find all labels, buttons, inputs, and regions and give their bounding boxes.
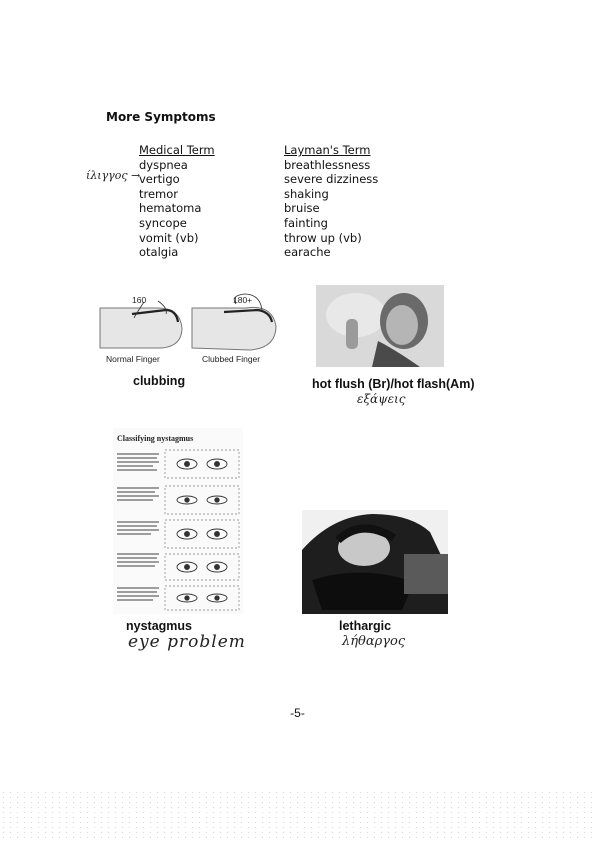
medical-term: vomit (vb) <box>139 230 199 245</box>
clubbed-finger-label: Clubbed Finger <box>202 354 261 364</box>
medical-term: otalgia <box>139 245 179 260</box>
medical-term: tremor <box>139 186 179 201</box>
angle-label-clubbed: 180+ <box>233 295 253 305</box>
layman-term: bruise <box>284 201 320 216</box>
lethargic-note: λήθαργος <box>342 634 406 649</box>
layman-term: earache <box>284 245 331 260</box>
layman-term-column <box>284 143 378 260</box>
hot-flush-caption: hot flush (Br)/hot flash(Am) <box>312 377 475 391</box>
nystagmus-caption: nystagmus <box>126 619 192 633</box>
hot-flush-photo <box>316 285 444 367</box>
layman-term: shaking <box>284 186 329 201</box>
scan-noise <box>0 790 595 842</box>
lethargic-caption: lethargic <box>339 619 392 633</box>
hot-flush-note: εξάψεις <box>357 392 406 406</box>
clubbing-caption: clubbing <box>133 374 186 388</box>
medical-term: syncope <box>139 215 187 230</box>
medical-term: dyspnea <box>139 157 188 172</box>
angle-label-normal: 160 <box>132 295 147 305</box>
handwritten-margin-note: ίλιγγος → <box>86 169 141 182</box>
medical-term-column <box>139 143 215 260</box>
layman-term: fainting <box>284 215 328 230</box>
page-number: -5- <box>290 706 305 720</box>
nystagmus-figure-title: Classifying nystagmus <box>117 434 194 443</box>
layman-term-header: Layman's Term <box>284 143 371 157</box>
medical-term: hematoma <box>139 201 202 216</box>
nystagmus-figure <box>113 428 243 614</box>
nystagmus-note: eye problem <box>128 632 246 652</box>
layman-term: severe dizziness <box>284 172 379 187</box>
lethargic-photo <box>302 510 448 614</box>
normal-finger-label: Normal Finger <box>106 354 160 364</box>
medical-term: vertigo <box>139 172 180 187</box>
layman-term: throw up (vb) <box>284 230 362 245</box>
medical-term-header: Medical Term <box>139 143 215 157</box>
layman-term: breathlessness <box>284 157 371 172</box>
section-heading: More Symptoms <box>106 110 216 124</box>
